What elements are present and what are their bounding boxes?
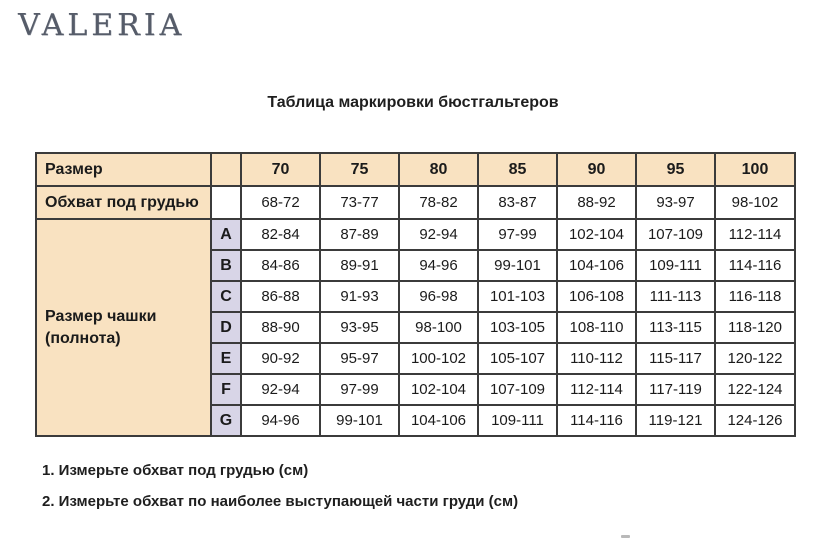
cup-value-cell: 100-102 bbox=[399, 343, 478, 374]
cup-value-cell: 124-126 bbox=[715, 405, 795, 436]
cup-value-cell: 102-104 bbox=[557, 219, 636, 250]
cup-value-cell: 93-95 bbox=[320, 312, 399, 343]
cup-value-cell: 118-120 bbox=[715, 312, 795, 343]
cup-value-cell: 94-96 bbox=[241, 405, 320, 436]
cup-value-cell: 110-112 bbox=[557, 343, 636, 374]
cup-value-cell: 112-114 bbox=[557, 374, 636, 405]
cup-value-cell: 119-121 bbox=[636, 405, 715, 436]
cup-value-cell: 111-113 bbox=[636, 281, 715, 312]
cup-value-cell: 109-111 bbox=[478, 405, 557, 436]
underbust-value-cell: 88-92 bbox=[557, 186, 636, 219]
cup-value-cell: 122-124 bbox=[715, 374, 795, 405]
band-size-header: 95 bbox=[636, 153, 715, 186]
cup-value-cell: 89-91 bbox=[320, 250, 399, 281]
band-size-header: 70 bbox=[241, 153, 320, 186]
cup-value-cell: 107-109 bbox=[478, 374, 557, 405]
bra-size-table bbox=[35, 152, 796, 437]
cup-value-cell: 91-93 bbox=[320, 281, 399, 312]
cup-value-cell: 98-100 bbox=[399, 312, 478, 343]
cup-letter-cell: F bbox=[211, 374, 241, 405]
cup-value-cell: 97-99 bbox=[478, 219, 557, 250]
cup-value-cell: 92-94 bbox=[399, 219, 478, 250]
underbust-value-cell: 78-82 bbox=[399, 186, 478, 219]
underbust-blank-cell bbox=[211, 186, 241, 219]
cup-value-cell: 92-94 bbox=[241, 374, 320, 405]
band-size-header: 90 bbox=[557, 153, 636, 186]
underbust-value-cell: 98-102 bbox=[715, 186, 795, 219]
cup-value-cell: 103-105 bbox=[478, 312, 557, 343]
cup-value-cell: 86-88 bbox=[241, 281, 320, 312]
cup-value-cell: 114-116 bbox=[715, 250, 795, 281]
cup-value-cell: 106-108 bbox=[557, 281, 636, 312]
cup-value-cell: 114-116 bbox=[557, 405, 636, 436]
cup-letter-cell: C bbox=[211, 281, 241, 312]
cup-value-cell: 115-117 bbox=[636, 343, 715, 374]
band-size-header: 85 bbox=[478, 153, 557, 186]
cup-value-cell: 95-97 bbox=[320, 343, 399, 374]
cup-value-cell: 82-84 bbox=[241, 219, 320, 250]
cup-value-cell: 97-99 bbox=[320, 374, 399, 405]
cup-value-cell: 99-101 bbox=[320, 405, 399, 436]
cup-value-cell: 84-86 bbox=[241, 250, 320, 281]
band-size-header: 100 bbox=[715, 153, 795, 186]
cup-size-label: Размер чашки (полнота) bbox=[36, 219, 211, 436]
bra-size-table-body bbox=[36, 153, 795, 436]
cup-value-cell: 87-89 bbox=[320, 219, 399, 250]
cup-value-cell: 104-106 bbox=[399, 405, 478, 436]
cup-letter-cell: A bbox=[211, 219, 241, 250]
page-title: Таблица маркировки бюстгальтеров bbox=[267, 94, 559, 111]
underbust-value-cell: 73-77 bbox=[320, 186, 399, 219]
brand-logo: VALERIA bbox=[18, 8, 186, 43]
cup-value-cell: 112-114 bbox=[715, 219, 795, 250]
cup-value-cell: 109-111 bbox=[636, 250, 715, 281]
cup-value-cell: 108-110 bbox=[557, 312, 636, 343]
header-blank-cell bbox=[211, 153, 241, 186]
underbust-value-cell: 68-72 bbox=[241, 186, 320, 219]
cup-letter-cell: B bbox=[211, 250, 241, 281]
cup-value-cell: 90-92 bbox=[241, 343, 320, 374]
instruction-step-2: 2. Измерьте обхват по наиболее выступающей части груди (см) bbox=[42, 493, 519, 510]
cup-value-cell: 107-109 bbox=[636, 219, 715, 250]
band-size-header: 75 bbox=[320, 153, 399, 186]
cup-value-cell: 94-96 bbox=[399, 250, 478, 281]
cup-value-cell: 88-90 bbox=[241, 312, 320, 343]
underbust-value-cell: 93-97 bbox=[636, 186, 715, 219]
cup-value-cell: 104-106 bbox=[557, 250, 636, 281]
cup-value-cell: 101-103 bbox=[478, 281, 557, 312]
cup-letter-cell: D bbox=[211, 312, 241, 343]
cup-letter-cell: E bbox=[211, 343, 241, 374]
instruction-step-1: 1. Измерьте обхват под грудью (см) bbox=[42, 462, 309, 479]
measurement-instructions bbox=[42, 462, 518, 524]
cup-value-cell: 99-101 bbox=[478, 250, 557, 281]
size-row-label: Размер bbox=[36, 153, 211, 186]
cup-value-cell: 116-118 bbox=[715, 281, 795, 312]
cup-value-cell: 113-115 bbox=[636, 312, 715, 343]
bottom-edge-artifact bbox=[621, 535, 630, 538]
cup-value-cell: 120-122 bbox=[715, 343, 795, 374]
cup-value-cell: 117-119 bbox=[636, 374, 715, 405]
underbust-row-label: Обхват под грудью bbox=[36, 186, 211, 219]
cup-letter-cell: G bbox=[211, 405, 241, 436]
cup-value-cell: 105-107 bbox=[478, 343, 557, 374]
underbust-value-cell: 83-87 bbox=[478, 186, 557, 219]
cup-value-cell: 96-98 bbox=[399, 281, 478, 312]
band-size-header: 80 bbox=[399, 153, 478, 186]
cup-value-cell: 102-104 bbox=[399, 374, 478, 405]
